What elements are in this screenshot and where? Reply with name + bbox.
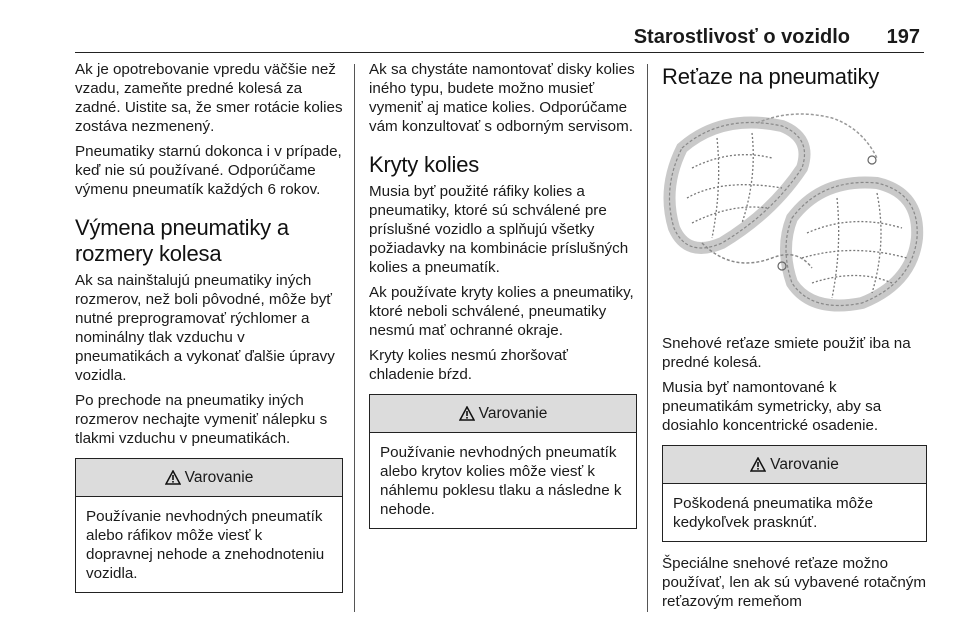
page-header bbox=[75, 22, 924, 53]
warning-triangle-icon bbox=[165, 470, 181, 485]
warning-text: Poškodená pneumatika môže kedykoľvek prasknúť. bbox=[673, 495, 874, 531]
column-divider bbox=[647, 64, 648, 612]
paragraph: Ak sa nainštalujú pneumatiky iných rozmerov, než boli pôvodné, môže byť nutné preprogramovať rýchlomer a nominálny tlak vzduchu v pneumatikách a vykonať ďalšie úpravy vozidla. bbox=[75, 272, 335, 384]
paragraph: Ak je opotrebovanie vpredu väčšie než vzadu, zameňte predné kolesá za zadné. Uistite sa, že smer rotácie kolies zostáva nezmenený. bbox=[75, 61, 343, 135]
paragraph: Snehové reťaze smiete použiť iba na predné kolesá. bbox=[662, 335, 911, 371]
snow-chains-illustration bbox=[662, 108, 927, 313]
column-1 bbox=[75, 60, 343, 605]
paragraph: Pneumatiky starnú dokonca i v prípade, keď nie sú používané. Odporúčame výmenu pneumatík každých 6 rokov. bbox=[75, 143, 342, 198]
paragraph: Kryty kolies nesmú zhoršovať chladenie bŕzd. bbox=[369, 347, 568, 383]
column-divider bbox=[354, 64, 355, 612]
warning-box bbox=[662, 445, 927, 542]
warning-header bbox=[76, 459, 342, 497]
paragraph: Ak používate kryty kolies a pneumatiky, ktoré neboli schválené, pneumatiky nesmú mať ochranné okraje. bbox=[369, 284, 634, 339]
warning-header bbox=[370, 395, 636, 433]
column-2 bbox=[369, 60, 637, 541]
warning-box bbox=[75, 458, 343, 593]
page-number: 197 bbox=[886, 26, 920, 48]
header-title: Starostlivosť o vozidlo bbox=[633, 26, 850, 48]
paragraph: Po prechode na pneumatiky iných rozmerov nechajte vymeniť nálepku s tlakmi vzduchu v pneumatikách. bbox=[75, 392, 328, 447]
section-heading: Kryty kolies bbox=[369, 152, 480, 177]
paragraph: Špeciálne snehové reťaze možno používať, len ak sú vybavené rotačným reťazovým remeňom bbox=[662, 555, 927, 610]
warning-title: Varovanie bbox=[770, 456, 839, 473]
section-heading: Výmena pneumatiky a rozmery kolesa bbox=[75, 215, 289, 266]
column-3 bbox=[662, 60, 927, 617]
warning-header bbox=[663, 446, 926, 484]
warning-title: Varovanie bbox=[184, 469, 254, 486]
warning-title: Varovanie bbox=[478, 405, 548, 422]
warning-triangle-icon bbox=[459, 406, 475, 421]
warning-triangle-icon bbox=[750, 457, 766, 472]
warning-text: Používanie nevhodných pneumatík alebo krytov kolies môže viesť k náhlemu poklesu tlaku a následne k nehode. bbox=[380, 444, 622, 518]
section-heading: Reťaze na pneumatiky bbox=[662, 64, 880, 89]
warning-text: Používanie nevhodných pneumatík alebo ráfikov môže viesť k dopravnej nehode a znehodnoteniu vozidla. bbox=[86, 508, 325, 582]
paragraph: Musia byť namontované k pneumatikám symetricky, aby sa dosiahlo koncentrické osadenie. bbox=[662, 379, 882, 434]
paragraph: Ak sa chystáte namontovať disky kolies iného typu, budete možno musieť vymeniť aj matice kolies. Odporúčame vám konzultovať s odborným servisom. bbox=[369, 61, 635, 135]
warning-box bbox=[369, 394, 637, 529]
paragraph: Musia byť použité ráfiky kolies a pneumatiky, ktoré sú schválené pre príslušné vozidlo a splňujú všetky požiadavky na kombinácie príslušných kolies a pneumatík. bbox=[369, 183, 629, 276]
